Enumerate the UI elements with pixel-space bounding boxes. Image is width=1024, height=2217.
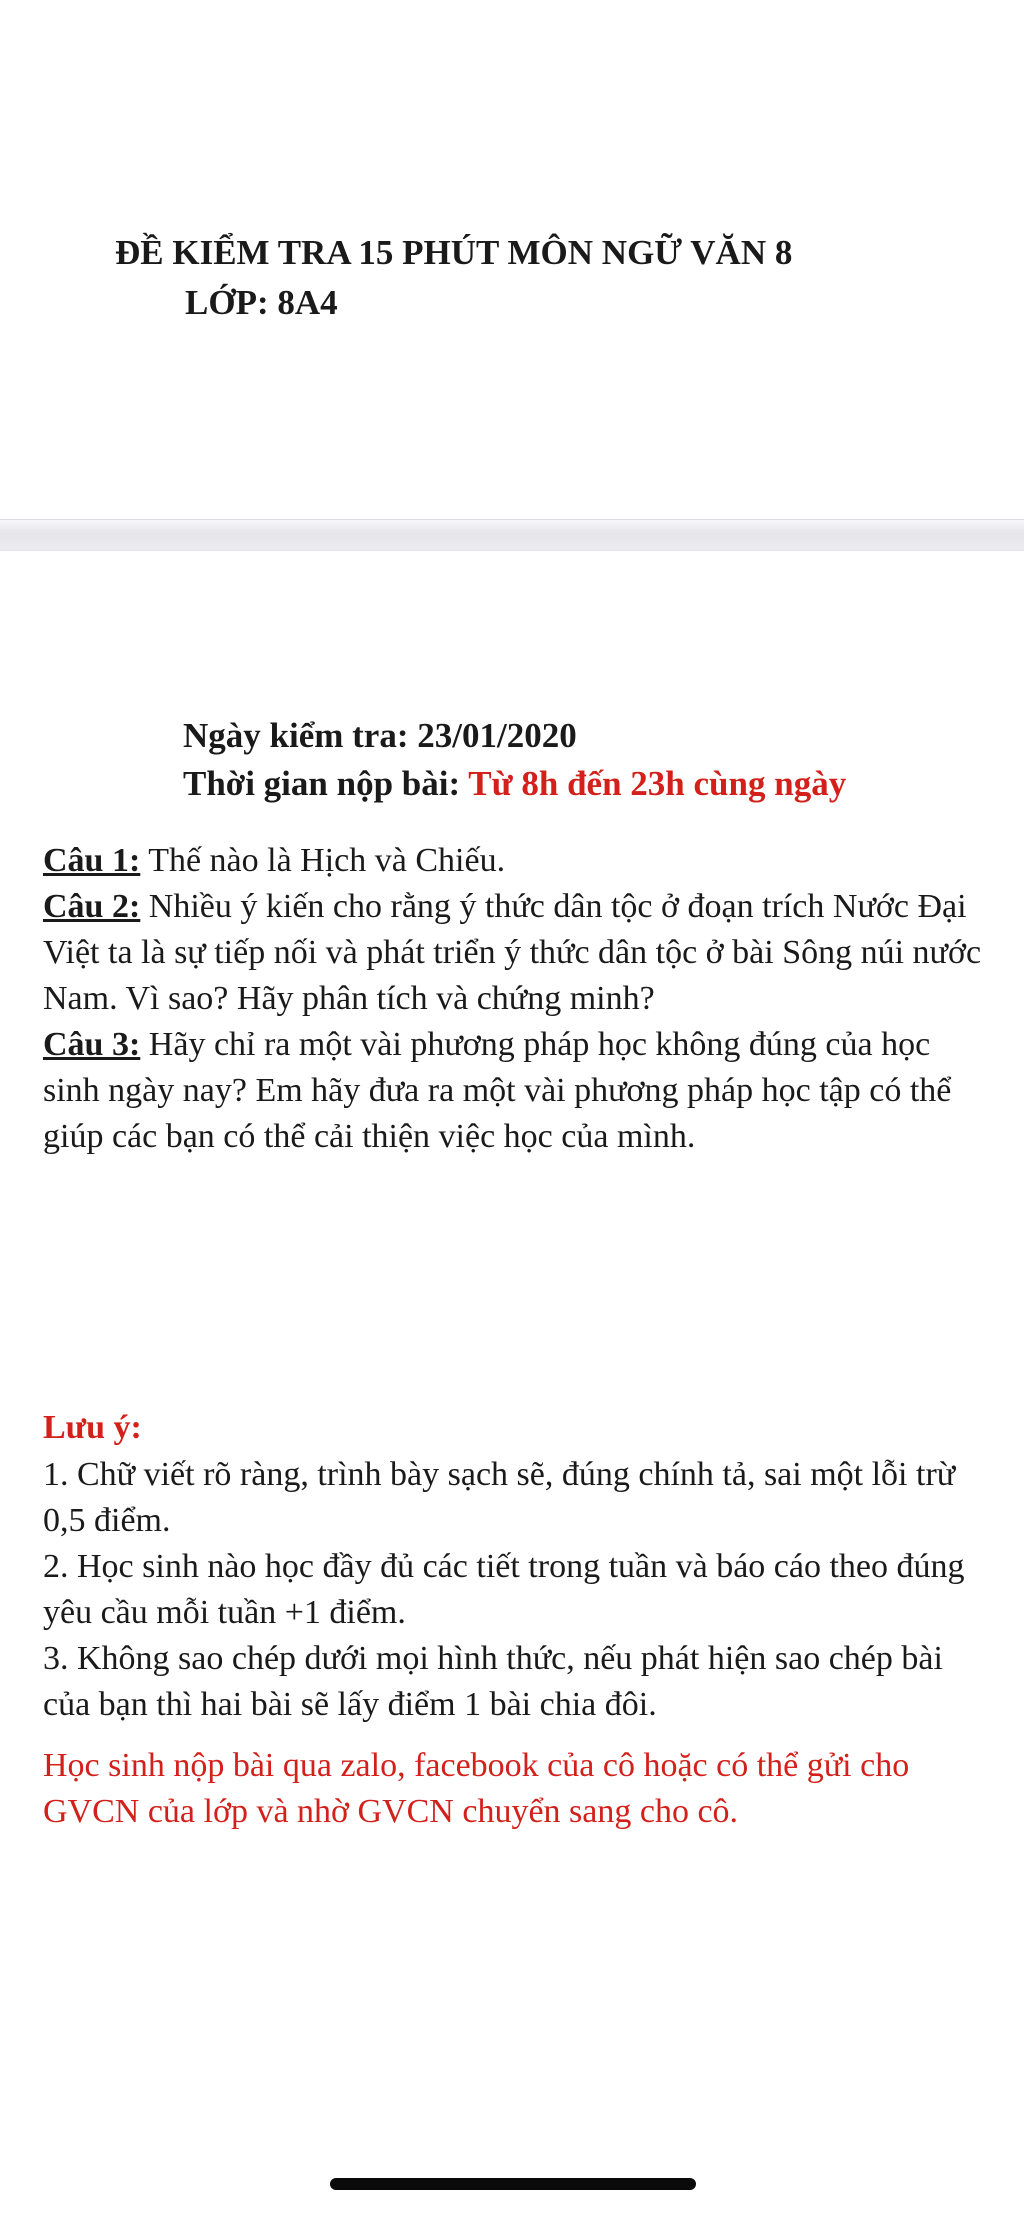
submission-text: Học sinh nộp bài qua zalo, facebook của cô hoặc có thể gửi cho GVCN của lớp và nhờ GVCN chuyển sang cho cô. bbox=[43, 1747, 910, 1830]
page-separator bbox=[0, 519, 1024, 551]
question-label: Câu 3: bbox=[43, 1026, 141, 1063]
submission-time-value: Từ 8h đến 23h cùng ngày bbox=[468, 764, 847, 803]
home-indicator[interactable] bbox=[330, 2178, 696, 2190]
question-text: Hãy chỉ ra một vài phương pháp học không đúng của học sinh ngày nay? Em hãy đưa ra một vài phương pháp học tập có thể giúp các bạn có thể cải thiện việc học của mình. bbox=[43, 1026, 952, 1155]
question-3 bbox=[43, 1022, 988, 1160]
submission-time-label: Thời gian nộp bài: bbox=[183, 764, 461, 803]
question-list bbox=[43, 838, 988, 1160]
question-2 bbox=[43, 884, 988, 1022]
submission-time bbox=[183, 760, 1003, 808]
question-1 bbox=[43, 838, 988, 884]
exam-meta bbox=[183, 712, 1003, 808]
notes-section bbox=[43, 1404, 993, 1728]
note-item-1: 1. Chữ viết rõ ràng, trình bày sạch sẽ, đúng chính tả, sai một lỗi trừ 0,5 điểm. bbox=[43, 1456, 956, 1539]
title-line-class: LỚP: 8A4 bbox=[185, 283, 338, 322]
question-label: Câu 2: bbox=[43, 888, 141, 925]
note-item-3: 3. Không sao chép dưới mọi hình thức, nếu phát hiện sao chép bài của bạn thì hai bài sẽ lấy điểm 1 bài chia đôi. bbox=[43, 1640, 943, 1723]
note-item-2: 2. Học sinh nào học đầy đủ các tiết trong tuần và báo cáo theo đúng yêu cầu mỗi tuần +1 điểm. bbox=[43, 1548, 965, 1631]
exam-date: Ngày kiểm tra: 23/01/2020 bbox=[183, 716, 577, 755]
question-text: Thế nào là Hịch và Chiếu. bbox=[148, 842, 506, 879]
notes-title: Lưu ý: bbox=[43, 1409, 142, 1446]
question-text: Nhiều ý kiến cho rằng ý thức dân tộc ở đoạn trích Nước Đại Việt ta là sự tiếp nối và phát triển ý thức dân tộc ở bài Sông núi nước Nam. Vì sao? Hãy phân tích và chứng minh? bbox=[43, 888, 982, 1017]
submission-instructions bbox=[43, 1743, 988, 1835]
title-line-subject: ĐỀ KIỂM TRA 15 PHÚT MÔN NGỮ VĂN 8 bbox=[115, 233, 793, 272]
document-title bbox=[115, 228, 995, 328]
question-label: Câu 1: bbox=[43, 842, 141, 879]
